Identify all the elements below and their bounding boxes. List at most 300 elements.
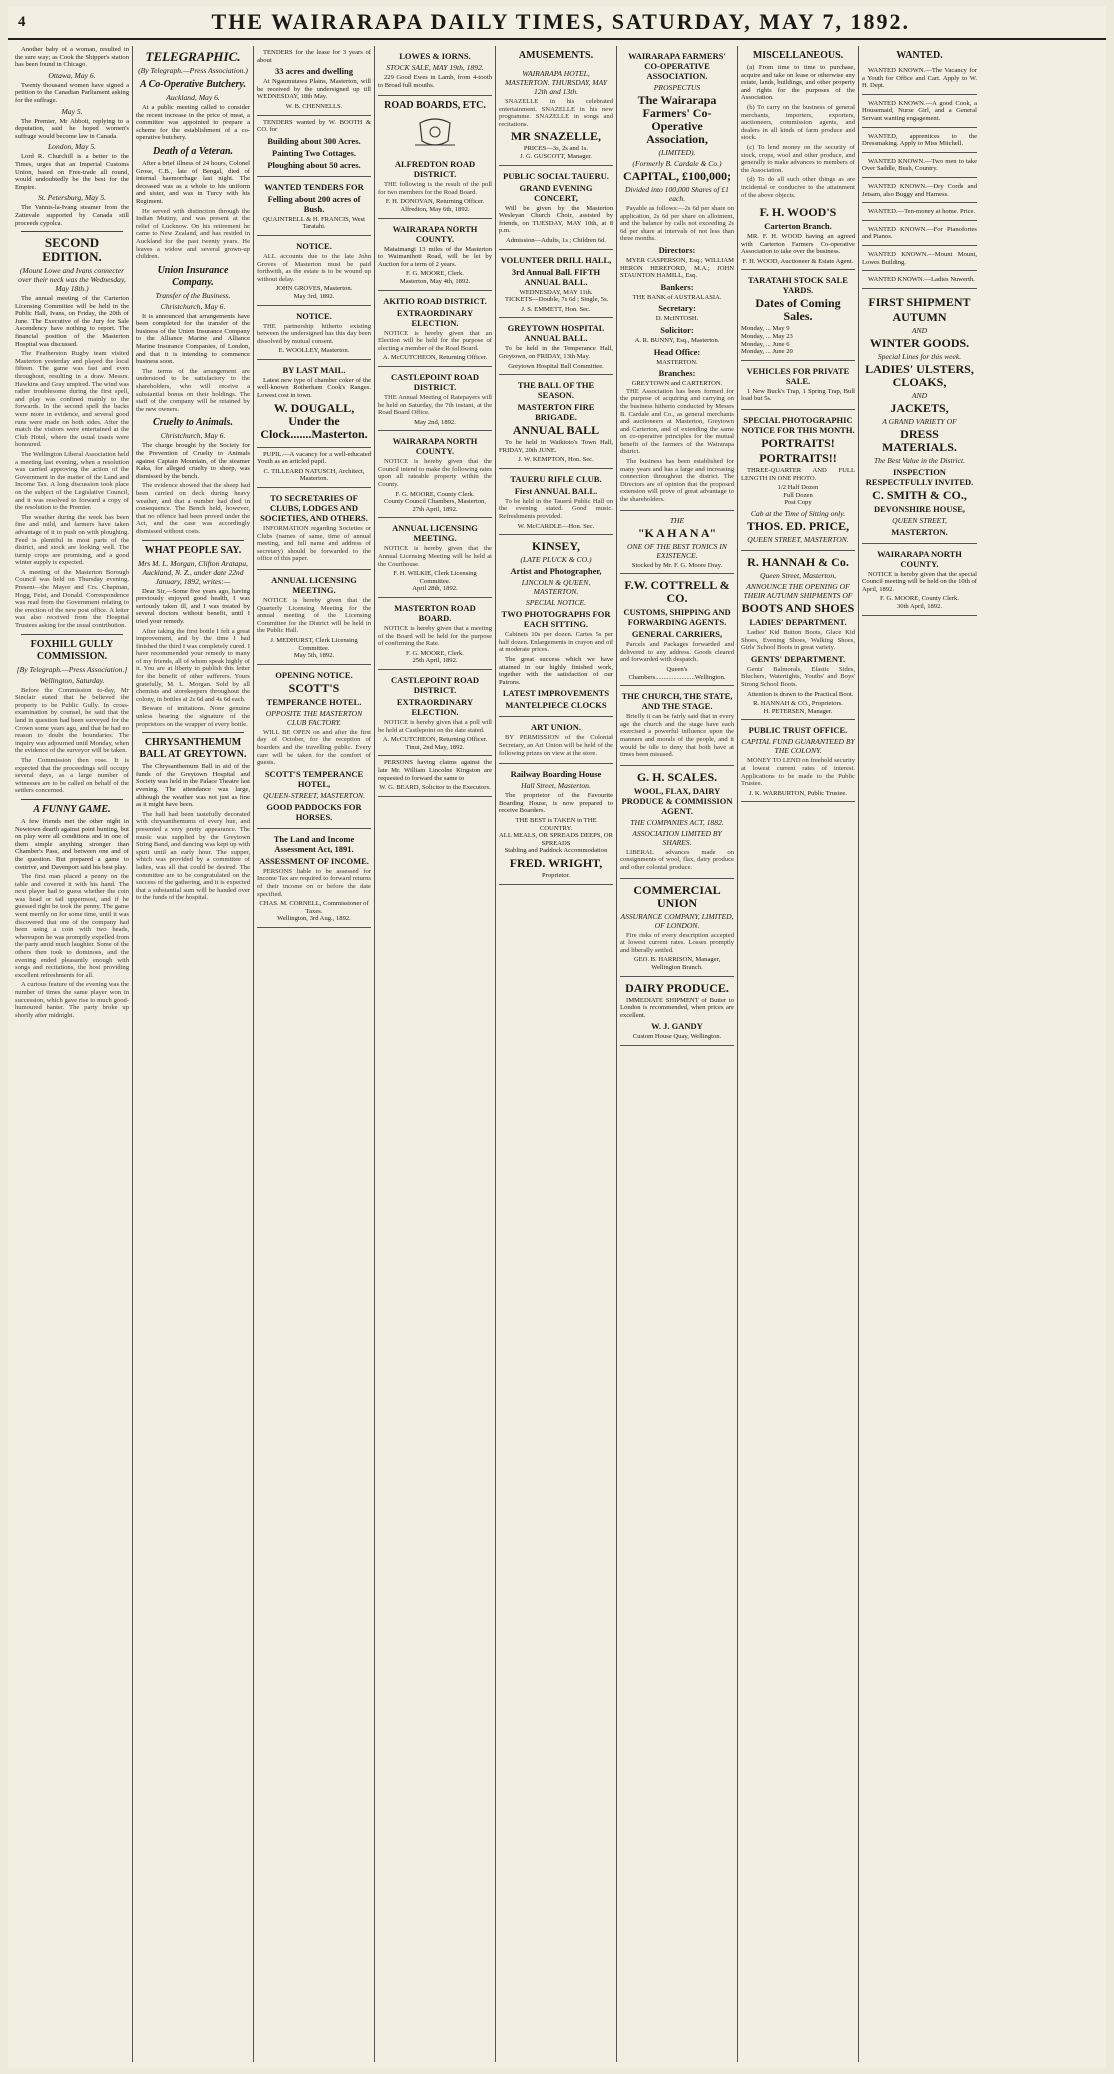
lodges-ad [257, 488, 371, 570]
snazelle-sub: WAIRARAPA HOTEL, MASTERTON. THURSDAY, MAY 12th and 13th. [504, 69, 608, 96]
county-notice-sign: F. G. MOORE, County Clerk. [880, 595, 959, 603]
mboard-date: 25th April, 1892. [412, 657, 458, 665]
church-heading: THE CHURCH, THE STATE, AND THE STAGE. [621, 691, 733, 712]
lost-text: Latest new type of chamber coker of the well-known Rotherham Cook's Ranges. Lowest cost in town. [257, 376, 371, 400]
farmers-title: The Wairarapa Farmers' Co-Operative Association, [637, 93, 717, 146]
railway-heading: Railway Boarding House [510, 769, 602, 780]
north-heading: WAIRARAPA NORTH COUNTY. [392, 223, 478, 244]
people-heading: WHAT PEOPLE SAY. [144, 544, 242, 556]
masthead [8, 6, 1106, 40]
tenders-ad [257, 116, 371, 177]
county-ad [378, 431, 492, 518]
lowes-text: 229 Good Ewes in Lamb, from 4-tooth to Broad full mouths. [378, 74, 492, 89]
and-1: AND [911, 325, 928, 335]
divider [21, 634, 123, 635]
kinsey-ad [499, 535, 613, 717]
body-text: THE following is the result of the poll for two members for the Road Board. [378, 181, 492, 196]
railway-line: THE BEST is TAKEN in THE COUNTRY. [515, 816, 597, 832]
concert-sub: GRAND EVENING CONCERT, [519, 182, 593, 203]
capital: CAPITAL, £100,000; [622, 169, 732, 183]
scott-sub: TEMPERANCE HOTEL. [266, 696, 362, 707]
transfer-date: Christchurch, May 6. [160, 301, 226, 311]
body-text: After taking the first bottle I felt a great improvement, and by the time I had finished the third I was completely cured. I have recommended your remedy to many of my friends, all of whom speak highly of it. You are at liberty to publish this letter for the benefit of other sufferers. Yours gratefully, M. L. Morgan. Sold by all chemists and storekeepers throughout the colony, in bottles at 2s 6d and 4s 6d each. [136, 627, 250, 703]
notice2-heading: NOTICE. [296, 310, 332, 321]
amusements-heading: AMUSEMENTS. [518, 50, 594, 61]
county-date: County Council Chambers, Masterton, 27th April, 1892. [383, 498, 486, 513]
notice-ad [257, 236, 371, 306]
volunteer-ad [499, 250, 613, 319]
land-heading: The Land and Income Assessment Act, 1891. [273, 833, 355, 854]
dateline: London, May 5. [47, 142, 97, 152]
scott-heading: SCOTT'S [288, 680, 340, 695]
chrys-text: The Chrysanthemum Ball in aid of the funds of the Greytown Hospital and Society was held in the Palace Theatre last evening. The attendance was large, although the weather was not just as fine as it might have been. [136, 763, 250, 809]
licensing-heading: ANNUAL LICENSING MEETING. [271, 575, 357, 595]
scales-ad [620, 766, 734, 879]
kahana-sub: ONE OF THE BEST TONICS IN EXISTENCE. [627, 541, 727, 560]
body-text: NOTICE is hereby given that the Annual Licensing Meeting will be held at the Courthouse. [378, 545, 492, 568]
licensing-sign: J. MEDHURST, Clerk Licensing Committee. [270, 636, 358, 652]
kahana-heading: "K A H A N A" [637, 525, 717, 540]
cruelty-text: The charge brought by the Society for the Prevention of Cruelty to Animals against Captain Mountain, of the steamer Kaka, for alleged cruelty to sheep, was dismissed by the bench. [136, 442, 250, 480]
north-county-ad [378, 219, 492, 291]
felling-ad [257, 177, 371, 236]
people-text: Dear Sir,—Some five years ago, having previously enjoyed good health, I was seriously taken ill, and I was treated by several doctors without benefit, until I tried your remedy. [136, 587, 250, 625]
foxhill-heading: FOXHILL GULLY COMMISSION. [30, 638, 114, 662]
farmers-heading: WAIRARAPA FARMERS' CO-OPERATIVE ASSOCIATION. [628, 51, 726, 81]
body-text: SNAZELLE in his celebrated entertainment. SNAZELLE in his new programme. SNAZELLE in songs and recitations. [499, 98, 613, 128]
prospectus-heading: PROSPECTUS [653, 83, 701, 92]
dairy-heading: DAIRY PRODUCE. [625, 980, 729, 995]
wood-text: MR. F. H. WOOD having an agreed with Carterton Farmers Co-operative Association to take over the business. [741, 233, 855, 256]
hannah-sub: ANNOUNCE THE OPENING OF THEIR AUTUMN SHIPMENTS OF [743, 582, 853, 600]
hannah-addr: Queen Street, Masterton, [759, 571, 837, 580]
body-text: Before the Commission to-day, Mr Sinclair stated that he believed the property to be Public Gully. In cross-examination by counsel, he said that the land in question had been surveyed for the Crown some years ago, and that he had no reason to doubt the boundaries. The inquiry was adjourned until Monday, when the evidence of the surveyor will be taken. [15, 686, 129, 755]
bankers: THE BANK of AUSTRALASIA. [632, 293, 722, 301]
north-sub: Mataimangi 13 miles of the Masterton to Waimanihoti Road, will be let by Auction for a term of 2 years. [378, 245, 492, 268]
portraits-heading: PORTRAITS! [761, 436, 835, 451]
body-text: ALL accounts due to the late John Groves of Masterton must be paid forthwith, as the estate is to be wound up without delay. [257, 252, 371, 283]
divider [142, 540, 244, 541]
column-2 [133, 46, 254, 2062]
castle-heading: CASTLEPOINT ROAD DISTRICT. [391, 371, 479, 392]
vol-text: TICKETS—Double, 7s 6d ; Single, 5s. [505, 296, 609, 304]
hannah-gents: GENTS' DEPARTMENT. [750, 653, 846, 664]
cable-news [15, 71, 129, 227]
divider [21, 231, 123, 232]
and-2: AND [911, 390, 928, 400]
licensing-date: May 5th, 1892. [293, 652, 335, 660]
special-heading: SPECIAL PHOTOGRAPHIC NOTICE FOR THIS MONTH. [741, 415, 855, 436]
commercial-heading: COMMERCIAL UNION [633, 882, 721, 910]
capital-sub: Divided into 100,000 Shares of £1 each. [625, 185, 729, 203]
column-6 [617, 46, 738, 2062]
land-date: Wellington, 3rd Aug., 1892. [277, 915, 351, 923]
devonshire: DEVONSHIRE HOUSE, [874, 503, 965, 514]
annual-ad [378, 518, 492, 598]
body-text: The Featherston Rugby team visited Masterton yesterday and played the local fifteen. The game was fast and even throughout, resulting in a draw. Messrs. Hawkins and Gray umpired. The wind was rather troublesome during the first spell, and play was confined mainly to the forwards. In the second spell the backs were more in evidence, and several good runs were made on both sides. After the match the visitors were entertained at the Club Hotel, where the usual toasts were honoured. [15, 350, 129, 449]
directors: MYER CASPERSON, Esq.; WILLIAM HERON HEREFORD, M.A.; JOHN STAUNTON HAMILL, Esq. [620, 256, 734, 280]
extra-heading: EXTRAORDINARY ELECTION. [396, 307, 474, 328]
cottrell-addr: Queen's Chambers........................Wellington. [628, 666, 726, 681]
season-heading: THE BALL OF THE SEASON. [517, 380, 595, 401]
page-number: 4 [18, 13, 26, 30]
land-sub: ASSESSMENT OF INCOME. [259, 855, 369, 866]
body-text: NOTICE is hereby given that the Quarterly Licensing Meeting for the annual meeting of the Licensing Committee for the District will be held in the Public Hall. [257, 597, 371, 635]
portrait-option: Full Dozen [783, 491, 813, 499]
lowes-sub: STOCK SALE, MAY 19th, 1892. [386, 63, 484, 72]
kinsey-sub: (LATE PLUCK & CO.) [520, 555, 592, 565]
scales-heading: G. H. SCALES. [636, 769, 718, 784]
notice2-ad [257, 306, 371, 360]
cp2-date: Tinui, 2nd May, 1892. [405, 743, 465, 751]
wood-ad [741, 201, 855, 270]
alfredton-heading: ALFREDTON ROAD DISTRICT. [394, 159, 476, 180]
kahana-ad [620, 511, 734, 575]
mantel-heading: MANTELPIECE CLOCKS [505, 700, 607, 711]
portrait-option: 1/2 Half Dozen [777, 484, 819, 492]
hannah-heading: R. HANNAH & Co. [747, 555, 849, 569]
wanted-item: WANTED KNOWN.—Ladies Nuwerth. [862, 273, 977, 289]
dairy-sign: W. J. GANDY [651, 1021, 703, 1032]
column-7 [738, 46, 859, 2062]
union-heading: Union Insurance Company. [157, 264, 229, 288]
body-text: THE partnership hitherto existing between the undersigned has this day been dissolved by mutual consent. [257, 322, 371, 345]
rifle-sign: W. McCARDLE—Hon. Sec. [517, 522, 595, 530]
persons-sign: W. G. BEARD, Solicitor to the Executors. [379, 784, 491, 792]
body-text: LIBERAL advances made on consignments of wool, flax, dairy produce and other colonial produce. [620, 848, 734, 871]
news-item: The Premier, Mr Abbott, replying to a deputation, said he hoped women's suffrage would become law in Canada. [15, 117, 129, 140]
kahana-sign: Stocked by Mr. F. G. Moore Dray. [631, 561, 723, 569]
coop-text: At a public meeting called to consider the recent increase in the price of meat, a committee was appointed to prepare a scheme for the establishment of a co-operative butchery. [136, 104, 250, 142]
snazelle-sign: J. G. GUSCOTT, Manager. [520, 152, 592, 160]
column-3 [254, 46, 375, 2062]
masterton: MASTERTON. [891, 526, 948, 537]
special-lines: Special Lines for this week. [877, 351, 962, 361]
sale-row: Monday, ... June 6 [741, 340, 790, 348]
lost-ad [257, 360, 371, 448]
dateline: Ottawa, May 6. [48, 70, 96, 80]
notice-heading: NOTICE. [296, 240, 332, 251]
body-text: The evidence showed that the sheep had been carried on deck during heavy weather, and that a number had died in consequence. The Bench held, however, that no offence had been proved under the Act, and the case was accordingly dismissed without costs. [136, 482, 250, 535]
mboard-heading: MASTERTON ROAD BOARD. [394, 603, 476, 623]
body-text: Cabinets 10s per dozen. Cartes 5s per half dozen. Enlargements in crayon and oil at moderate prices. [499, 631, 613, 654]
land-sign: CHAS. M. CORNELL, Commissioner of Taxes. [259, 900, 369, 915]
dairy-text: IMMEDIATE SHIPMENT of Butter to London is recommended, when prices are excellent. [620, 996, 734, 1019]
lowes-heading: LOWES & IORNS. [399, 51, 471, 61]
snazelle-prices: PRICES—3s, 2s and 1s. [523, 145, 589, 153]
hannah-mgr: H. PETERSEN, Manager. [763, 707, 833, 715]
body-text: Fire risks of every description accepted at lowest current rates. Losses promptly and liberally settled. [620, 931, 734, 954]
sale-dates [741, 325, 855, 355]
body-text: INFORMATION regarding Societies or Clubs (names of same, time of annual meeting, and full name and address of secretary) should be forwarded to the office of this paper. [257, 525, 371, 563]
funny-game-text: A few friends met the other night in Newtown dearth against point hunting, but on play were all conditions and in one of them simple anything stronger than Chamber's Pass, and between one and of the question. But prepared a game to contrive, and Davenport said his best play. [15, 817, 129, 871]
people-sub: Mrs M. L. Morgan, Clifton Aratapu, Auckland, N. Z., under date 22nd January, 1892, writes:— [138, 558, 248, 586]
body-text: (c) To lend money on the security of stock, crops, wool and other produce, and generally to make advances to members of the Association. [741, 143, 855, 174]
plough-heading: Ploughing about 50 acres. [267, 159, 361, 170]
yards-ad [741, 270, 855, 360]
body-text: The hall had been tastefully decorated with chrysanthemums of every hue, and presented a very pretty appearance. The music was supplied by the Greytown String Band, and dancing was kept up with spirit until an early hour. The supper, which was provided by a committee of ladies, was all that could be desired. The committee are to be congratulated on the success of the gathering, and it is expected that a substantial sum will be handed over to the funds of the hospital. [136, 810, 250, 902]
wood-sign: F. H. WOOD, Auctioneer & Estate Agent. [742, 257, 854, 265]
body-text: MONEY TO LEND on freehold security at lowest current rates of interest. Applications to be made to the Public Trustee. [741, 757, 855, 788]
vehicles-ad [741, 361, 855, 410]
lowes-ad [378, 46, 492, 96]
painting-heading: Painting Two Cottages. [272, 147, 356, 158]
cab: Cab at the Time of Sitting only. [750, 509, 846, 518]
vehicles-list: 1 New Buck's Trap, 1 Spring Trap, Bull load but 5s. [741, 387, 855, 403]
wanted-item: WANTED KNOWN.—The Vacancy for a Youth for Office and Cart. Apply to W. H. Dept. [862, 64, 977, 95]
body-text: (d) To do all such other things as are incidental or conducive to the attainment of the above objects. [741, 176, 855, 199]
smith-heading: C. SMITH & CO., [872, 487, 967, 502]
hosp-sign: Greytown Hospital Ball Committee. [508, 362, 604, 370]
misc-text: (a) From time to time to purchase, acquire and take on lease or otherwise any estate, lands, buildings, and other property and rights for the purposes of the Association. [741, 64, 855, 102]
body-text: NOTICE is hereby given that a meeting of the Board will be held for the purpose of confirming the Rate. [378, 625, 492, 648]
yards-sub: Dates of Coming Sales. [755, 296, 841, 324]
notice-sign: JOHN GROVES, Masterton. [275, 285, 353, 293]
county-heading: WAIRARAPA NORTH COUNTY. [392, 436, 478, 457]
kinsey-heading: KINSEY, [532, 539, 580, 554]
vol-sub: 3rd Annual Ball. FIFTH ANNUAL BALL. [511, 266, 601, 287]
railway-text: The proprietor of the Favourite Boarding House, is now prepared to receive Boarders. [499, 792, 613, 815]
county-notice-ad [862, 544, 977, 616]
office-heading: Head Office: [653, 346, 701, 357]
lost-heading: BY LAST MAIL. [282, 364, 346, 375]
divider [142, 732, 244, 733]
stables: Stabling and Paddock Accommodation [504, 847, 608, 855]
body-text: NOTICE is hereby given that an Election will be held for the purpose of electing a member of the Road Board. [378, 329, 492, 352]
the-label: THE [669, 515, 685, 525]
lease-sub: At Ngaumutawa Plains, Masterton, will be received by the undersigned up till WEDNESDAY, 18th May. [257, 78, 371, 101]
pupil-sign: C. TILLEARD NATUSCH, Architect, Masterton. [263, 467, 365, 483]
news-item: Twenty thousand women have signed a petition to the Canadian Parliament asking for the suffrage. [15, 81, 129, 104]
paddocks: GOOD PADDOCKS FOR HORSES. [266, 801, 362, 822]
body-text: NOTICE is hereby given that the Council intend to make the following rates upon all rateable property within the County. [378, 458, 492, 489]
portraits-heading-2: PORTRAITS!! [759, 451, 837, 466]
kinsey-special: SPECIAL NOTICE. [525, 598, 587, 608]
portraits-ad [741, 410, 855, 551]
trust-ad [741, 720, 855, 802]
hosp-heading: GREYTOWN HOSPITAL ANNUAL BALL. [507, 323, 605, 344]
notice2-sign: E. WOOLLEY, Masterton. [278, 347, 350, 355]
jackets: JACKETS, [890, 400, 949, 415]
column-4 [375, 46, 496, 2062]
body-text: The weather during the week has been fine and mild, and farmers have taken advantage of it to push on with ploughing. Feed is plentiful in most parts of the district, and stock are looking well. The turnip crops are promising, and a good winter supply is expected. [15, 513, 129, 567]
season-sign: J. W. KEMPTON, Hon. Sec. [518, 456, 594, 464]
opening-heading: OPENING NOTICE. [275, 669, 353, 680]
trust-sign: J. K. WARBURTON, Public Trustee. [749, 789, 847, 797]
mboard-sign: F. G. MOORE, Clerk. [406, 649, 464, 657]
annual-date: April 28th, 1892. [412, 585, 458, 593]
road-boards-heading: ROAD BOARDS, ETC. [384, 100, 486, 112]
building-heading: Building about 300 Acres. [267, 135, 361, 146]
sale-row: Monday, ... May 9 [741, 325, 790, 333]
kinsey-improve: LATEST IMPROVEMENTS [502, 688, 610, 699]
body-text: The Wellington Liberal Association held a meeting last evening, when a resolution was carried approving the action of the Government in the matter of the Land and Income Tax. A long discussion took place on the subject of the Legislative Council, and it was resolved to forward a copy of the resolution to the Premier. [15, 450, 129, 512]
news-item: The Vannis-la-Ivang steamer from the Zattevale supported by Canada still proceeds cypolca. [15, 204, 129, 227]
annual-sign: F. H. WILKIE, Clerk Licensing Committee. [393, 570, 477, 585]
lease-sign: W. B. CHENNELLS. [285, 102, 343, 110]
castle-ad [378, 367, 492, 431]
wanted-item: WANTED KNOWN.—For Pianofortes and Pianos. [862, 223, 977, 246]
wood-heading: F. H. WOOD'S [759, 205, 837, 220]
first-shipment: FIRST SHIPMENT [868, 294, 971, 309]
lease-ad [257, 46, 371, 116]
death-text: After a brief illness of 24 hours, Colonel Grose, C.B., late of Bengal, died of internal haemorrhage last night. The deceased was as a whole to his uniform and sister, and was in Turcy with his Regiment. [136, 159, 250, 205]
north-sign: F. G. MOORE, Clerk. [406, 270, 464, 278]
farmers-sub: (Formerly B. Cardale & Co.) [632, 159, 722, 168]
felling-heading: WANTED TENDERS FOR [264, 181, 364, 192]
alfredton-ad [378, 154, 492, 218]
cp2-ad [378, 670, 492, 756]
hospital-ball-ad [499, 318, 613, 375]
dateline: St. Petersburg, May 5. [37, 193, 107, 203]
secretary-heading: Secretary: [658, 303, 696, 314]
scales-sub: WOOL, FLAX, DAIRY PRODUCE & COMMISSION AGENT. [621, 785, 733, 816]
price-heading: THOS. ED. PRICE, [746, 519, 850, 533]
bankers-heading: Bankers: [660, 281, 694, 292]
coop-date: Auckland, May 6. [166, 93, 220, 102]
foxhill-date: Wellington, Saturday. [39, 675, 105, 685]
body-text: Gents' Balmorals, Elastic Sides, Bluchers, Watertights, Youths' and Boys' Strong School Boots. [741, 665, 855, 688]
wanted-item: WANTED KNOWN.—Two men to take Over Saddle, Bush, Country. [862, 155, 977, 178]
trust-heading: PUBLIC TRUST OFFICE. [748, 725, 848, 736]
body-text: Parcels and Packages forwarded and delivered to any address. Goods cleared and forwarded with despatch. [620, 641, 734, 664]
extra-sign: A. McCUTCHEON, Returning Officer. [382, 354, 488, 362]
wanted-item: WANTED, apprentices to the Dressmaking. Apply to Miss Mitchell. [862, 130, 977, 153]
body-text: Payable as follows:—2s 6d per share on application, 2s 6d per share on allotment, and the balance by calls not exceeding 2s 6d per share at intervals of not less than three months. [620, 205, 734, 243]
commercial-sign: GEO. B. HARRISON, Manager, Wellington Branch. [633, 956, 721, 971]
north-date: Masterton, May 4th, 1892. [399, 277, 471, 285]
kinsey-art: Artist and Photographer, [510, 566, 602, 577]
wanted-list [862, 64, 977, 289]
cottrell-ad [620, 574, 734, 686]
land-act-ad [257, 829, 371, 928]
body-text: Ladies' Kid Button Boots, Glace Kid Shoes, Evening Shoes, Walking Shoes, Girls' School Boots in great variety. [741, 629, 855, 652]
snazelle-heading: MR SNAZELLE, [510, 129, 602, 144]
office: MASTERTON. [656, 358, 698, 366]
vol-sign: J. S. EMMETT, Hon. Sec. [521, 305, 591, 313]
lease-heading: TENDERS for the lease for 3 years of about [257, 49, 371, 64]
branches-heading: Branches: [658, 368, 696, 379]
dairy-addr: Custom House Quay, Wellington. [632, 1033, 722, 1041]
body-text: (b) To carry on the business of general merchants, importers, exporters, auctioneers, commission agents, and dealers in all kinds of farm produce and stock. [741, 103, 855, 142]
misc-heading: MISCELLANEOUS. [752, 50, 844, 61]
telegraphic-sub: (By Telegraph.—Press Association.) [138, 66, 248, 75]
sale-row: Monday, ... June 20 [741, 348, 793, 356]
autumn: AUTUMN [892, 309, 947, 324]
yards-heading: TARATAHI STOCK SALE YARDS. [748, 275, 848, 296]
vol-date: WEDNESDAY, MAY 11th. [519, 288, 593, 296]
season-text: To be held in Waiktoto's Town Hall, FRIDAY, 20th JUNE. [499, 439, 613, 454]
cp2-sub: EXTRAORDINARY ELECTION. [396, 696, 474, 717]
farmers-ad [620, 46, 734, 511]
county-notice-date: 30th April, 1892. [896, 603, 943, 611]
cp2-heading: CASTLEPOINT ROAD DISTRICT. [391, 674, 479, 695]
county-sign: F. G. MOORE, County Clerk. [395, 490, 475, 498]
body-text: BY PERMISSION of the Colonial Secretary, an Art Union will be held of the following prizes on view at the store. [499, 734, 613, 757]
solicitor-heading: Solicitor: [660, 324, 694, 335]
art-heading: ART UNION. [530, 722, 582, 733]
best-value: The Best Value in the District. [873, 455, 966, 465]
body-text: A meeting of the Masterton Borough Council was held on Thursday evening. Present—the Mayor and Crs. Chapman, Hogg, Feist, and Donald. Correspondence was read from the Government relating to the erection of the new post office. A letter was also received from the Hospital Trustees asking for the usual contribution. [15, 568, 129, 630]
directors-heading: Directors: [658, 244, 696, 255]
castle-date: May 2nd, 1892. [414, 418, 456, 426]
wanted-item: WANTED KNOWN.—Mount Mount, Lowes Building. [862, 248, 977, 271]
concert-heading: PUBLIC SOCIAL TAUERU. [503, 170, 609, 181]
cruelty-heading: Cruelty to Animals. [153, 417, 233, 429]
body-text: To be held in the Tauerú Public Hall on the evening stated. Good music. Refreshments provided. [499, 497, 613, 521]
second-edition-text: The annual meeting of the Carterton Licensing Committee will be held in the Public Hall, Ivans, on Friday, the 20th of June. The Executive of the Jury for Sale Ascendency have nothing to report. The financial position of the Masterton Hospital was discussed. [15, 295, 129, 348]
wright-heading: FRED. WRIGHT, [509, 855, 603, 870]
scott2-heading: SCOTT'S TEMPERANCE HOTEL, [264, 768, 364, 789]
body-text: The first man placed a penny on the table and covered it with his hand. The next player had to guess whether the coin was head or tail uppermost, and if he guessed right he took the penny. The game went merrily on for some time, until it was discovered that one of the company had been using a coin with two heads, whereupon he was promptly expelled from the party amid much laughter. Some of the others then took to dominoes, and the evening ended pleasantly enough with songs and recitations, the host providing excellent refreshments for all. [15, 873, 129, 979]
rifle-heading: TAUERU RIFLE CLUB. [510, 473, 602, 484]
concert-text: Will be given by the Masterton Wesleyan Church Choir, assisted by friends, on TUESDAY, MAY 10th, at 8 p.m. [499, 204, 613, 235]
alfredton-sign: F. H. DONOVAN, Returning Officer. [385, 198, 485, 206]
cp2-sign: A. McCUTCHEON, Returning Officer. [382, 736, 488, 744]
wanted-item: WANTED.—Ten-money at home. Price. [862, 205, 977, 221]
persons-ad [378, 756, 492, 796]
lodges-heading: TO SECRETARIES OF CLUBS, LODGES AND SOCIETIES, AND OTHERS. [260, 493, 368, 524]
wanted-item: WANTED KNOWN.—Dry Cords and Jetsam, also Buggy and Harness. [862, 180, 977, 203]
second-edition-heading: SECOND EDITION. [42, 235, 102, 265]
telegraphic-heading: TELEGRAPHIC. [145, 49, 241, 64]
wood-sub: Carterton Branch. [764, 221, 832, 232]
columns [12, 46, 1102, 2062]
hannah-ad [741, 551, 855, 720]
hannah-dept: LADIES' DEPARTMENT. [749, 617, 847, 627]
scott-ad [257, 665, 371, 829]
foxhill-sub: [By Telegraph.—Press Association.] [16, 664, 128, 674]
coop-heading: A Co-Operative Butchery. [139, 79, 246, 90]
cottrell-sub: CUSTOMS, SHIPPING AND FORWARDING AGENTS. [623, 607, 731, 628]
snazelle-ad [499, 64, 613, 166]
scales-sub3: ASSOCIATION LIMITED BY SHARES. [632, 828, 722, 847]
price-addr: QUEEN STREET, MASTERTON. [747, 535, 849, 544]
kinsey-tagline: The great success which we have attained in our highly finished work, together with the satisfaction of our Patrons. [499, 656, 613, 686]
pupil-ad [257, 448, 371, 488]
body-text: WILL BE OPEN on and after the first day of October, for the reception of boarders and the travelling public. Every care will be taken for the comfort of guests. [257, 728, 371, 767]
hannah-boots: BOOTS AND SHOES [741, 601, 855, 615]
railway-sub: Hall Street, Masterton. [521, 781, 591, 791]
kinsey-addr: LINCOLN & QUEEN, MASTERTON. [521, 578, 591, 597]
column-1 [12, 46, 133, 2062]
lead-paragraph: Another baby of a woman, resulted in the sure way; as Cook the Shipper's station has been found in Chicago. [15, 46, 129, 69]
wanted-item: WANTED KNOWN.—A good Cook, a Housemaid, Nurse Girl, and a General Servant wanting engagement. [862, 97, 977, 128]
funny-game-heading: A FUNNY GAME. [33, 803, 111, 815]
scott2-sub: QUEEN-STREET, MASTERTON. [262, 790, 366, 800]
hosp-text: To be held in the Temperance Hall, Greytown, on FRIDAY, 13th May. [499, 345, 613, 360]
branches: GREYTOWN and CARTERTON. [631, 380, 723, 388]
body-text: PERSONS liable to be assessed for Income Tax are required to forward returns of their income on or before the date specified. [257, 867, 371, 898]
felling-sign: QUAINTRELL & H. FRANCIS, West Taratahi. [262, 215, 366, 231]
farmers-limited: (LIMITED). [658, 148, 696, 157]
scales-sub2: THE COMPANIES ACT, 1882. [630, 817, 724, 827]
solicitor: A. R. BUNNY, Esq., Masterton. [634, 336, 720, 344]
felling-sub: Felling about 200 acres of Bush. [267, 193, 361, 214]
akitio-heading: AKITIO ROAD DISTRICT. [383, 295, 487, 306]
alfredton-date: Alfredton, May 6th, 1892. [400, 205, 470, 213]
column-5 [496, 46, 617, 2062]
concert-adm: Admission—Adults, 1s ; Children 6d. [505, 236, 606, 244]
body-text: The terms of the arrangement are understood to be satisfactory to the shareholders, who will receive a substantial bonus on their holdings. The staff of the company will be retained by the new owners. [136, 367, 250, 413]
annual-heading: ANNUAL LICENSING MEETING. [392, 523, 478, 544]
ladies-ulsters: LADIES' ULSTERS, CLOAKS, [865, 361, 974, 389]
notice-date: May 3rd, 1892. [293, 292, 335, 300]
persons-text: PERSONS having claims against the late Mr. William Lincolne Kingston are requested to forward the same to [378, 759, 492, 782]
lease-acres: 33 acres and dwelling [274, 66, 353, 77]
dress-materials: DRESS MATERIALS. [882, 426, 957, 454]
wright-sub: Proprietor. [541, 871, 571, 879]
